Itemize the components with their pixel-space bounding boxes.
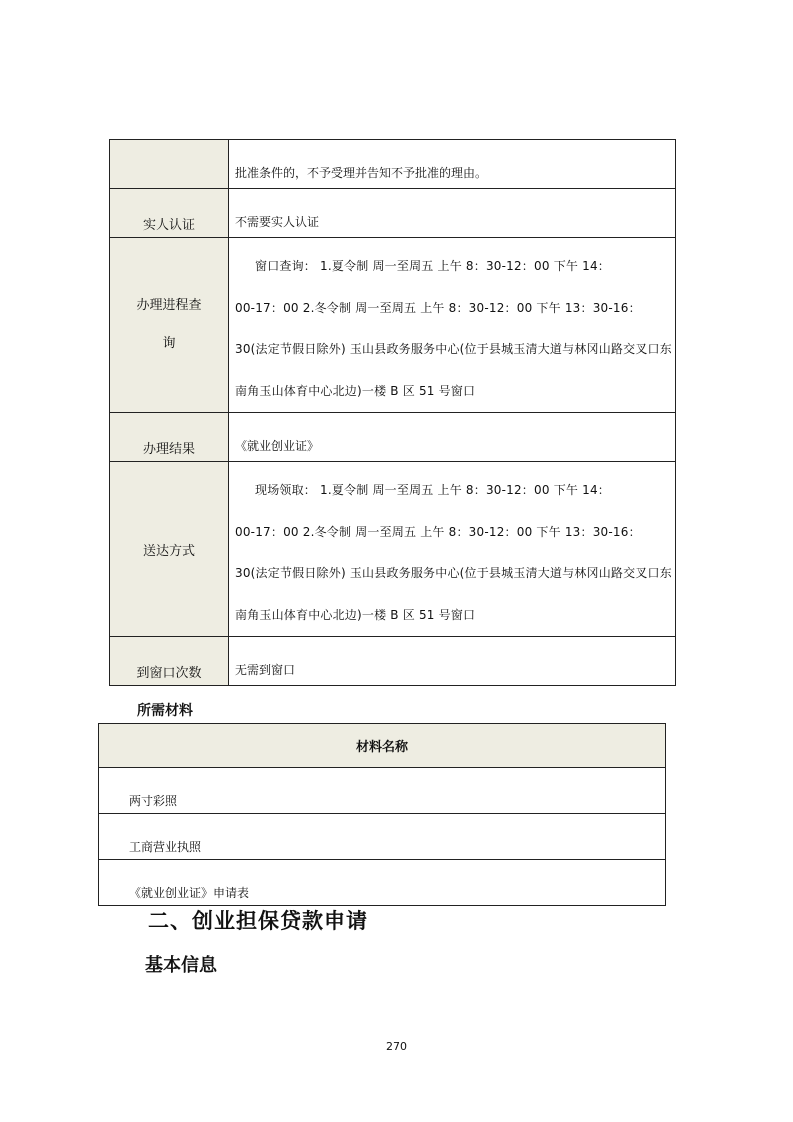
- text-line: 00-17：00 2.冬令制 周一至周五 上午 8：30-12：00 下午 13：30-16：: [235, 300, 641, 315]
- section-title: 二、创业担保贷款申请: [148, 909, 368, 933]
- info-row-delivery: [110, 462, 676, 637]
- text-line: 00-17：00 2.冬令制 周一至周五 上午 8：30-12：00 下午 13：30-16：: [235, 524, 641, 539]
- label-line: 询: [162, 336, 176, 351]
- material-item: 《就业创业证》申请表: [99, 860, 666, 906]
- materials-table: [98, 723, 666, 906]
- row-label: 到窗口次数: [110, 637, 229, 686]
- row-value: 无需到窗口: [229, 637, 676, 686]
- row-value: 不需要实人认证: [229, 189, 676, 238]
- page-number: 270: [386, 1040, 407, 1053]
- table-row: [99, 768, 666, 814]
- row-value: [229, 238, 676, 413]
- info-row-conditions: [110, 140, 676, 189]
- material-item: 工商营业执照: [99, 814, 666, 860]
- info-row-visit-count: [110, 637, 676, 686]
- text-line: 南角玉山体育中心北边)一楼 B 区 51 号窗口: [235, 607, 476, 622]
- text-line: 30(法定节假日除外) 玉山县政务服务中心(位于县城玉清大道与林冈山路交叉口东: [235, 566, 672, 580]
- row-value: [229, 462, 676, 637]
- material-item: 两寸彩照: [99, 768, 666, 814]
- table-row: [99, 860, 666, 906]
- text-line: 30(法定节假日除外) 玉山县政务服务中心(位于县城玉清大道与林冈山路交叉口东: [235, 342, 672, 356]
- column-header-material-name: 材料名称: [99, 724, 666, 768]
- info-row-progress-query: [110, 238, 676, 413]
- materials-header-row: [99, 724, 666, 768]
- row-value: 《就业创业证》: [229, 413, 676, 462]
- label-line: 办理进程查: [136, 298, 202, 313]
- text-line: 南角玉山体育中心北边)一楼 B 区 51 号窗口: [235, 383, 476, 398]
- row-label: 实人认证: [110, 189, 229, 238]
- row-label: 办理结果: [110, 413, 229, 462]
- row-label: [110, 140, 229, 189]
- row-value: 批准条件的，不予受理并告知不予批准的理由。: [229, 140, 676, 189]
- row-label: [110, 238, 229, 413]
- subsection-title: 基本信息: [145, 955, 217, 976]
- row-label: 送达方式: [110, 462, 229, 637]
- info-row-identity-auth: [110, 189, 676, 238]
- table-row: [99, 814, 666, 860]
- text-line: 窗口查询： 1.夏令制 周一至周五 上午 8：30-12：00 下午 14：: [255, 259, 610, 273]
- text-line: 现场领取： 1.夏令制 周一至周五 上午 8：30-12：00 下午 14：: [255, 483, 610, 497]
- materials-heading: 所需材料: [137, 703, 193, 719]
- service-info-table: [109, 139, 676, 686]
- info-row-result: [110, 413, 676, 462]
